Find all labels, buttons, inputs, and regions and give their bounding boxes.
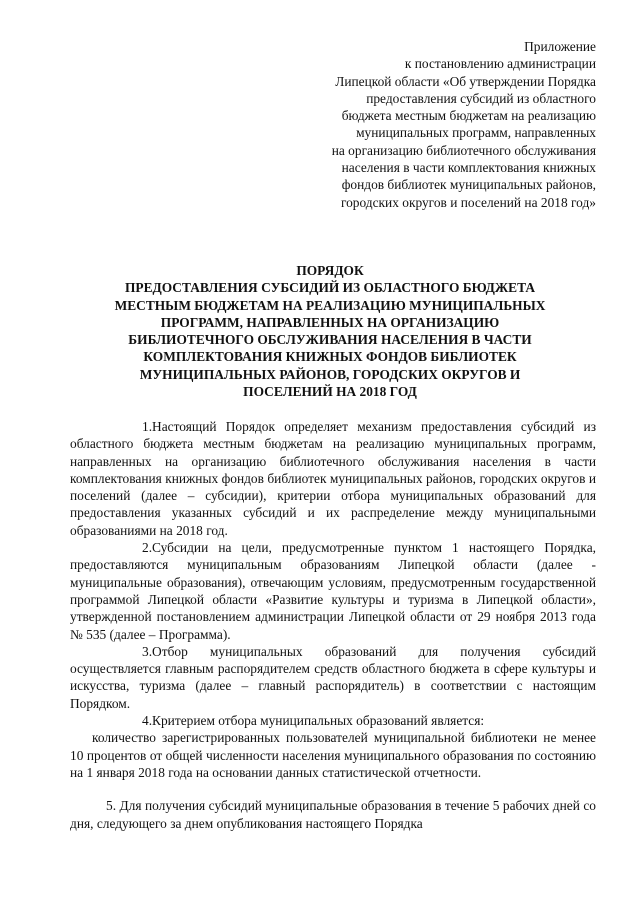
appendix-line: фондов библиотек муниципальных районов, <box>341 177 596 193</box>
heading-line: ПРЕДОСТАВЛЕНИЯ СУБСИДИЙ ИЗ ОБЛАСТНОГО БЮДЖЕТА <box>124 280 536 296</box>
paragraph-text: Критерием отбора муниципальных образований является: <box>152 713 485 729</box>
paragraph-spacer <box>70 781 596 797</box>
document-heading <box>60 262 600 400</box>
heading-title: ПОРЯДОК <box>296 263 364 278</box>
heading-line: МУНИЦИПАЛЬНЫХ РАЙОНОВ, ГОРОДСКИХ ОКРУГОВ И <box>139 366 521 382</box>
heading-line: ПРОГРАММ, НАПРАВЛЕННЫХ НА ОРГАНИЗАЦИЮ <box>160 314 500 330</box>
appendix-line: предоставления субсидий из областного <box>366 90 596 106</box>
criterion-paragraph <box>70 729 596 781</box>
paragraph-2 <box>70 539 596 643</box>
appendix-line: бюджета местным бюджетам на реализацию <box>341 108 596 124</box>
heading-line: МЕСТНЫМ БЮДЖЕТАМ НА РЕАЛИЗАЦИЮ МУНИЦИПАЛЬНЫХ <box>114 297 546 313</box>
paragraph-4 <box>70 712 596 729</box>
heading-line: ПОСЕЛЕНИЙ НА 2018 ГОД <box>243 384 417 400</box>
appendix-line: населения в части комплектования книжных <box>341 160 596 176</box>
paragraph-number: 4. <box>142 713 153 729</box>
appendix-line: к постановлению администрации <box>404 56 596 72</box>
paragraph-1 <box>70 418 596 539</box>
appendix-line: муниципальных программ, направленных <box>356 125 596 141</box>
paragraph-number: 3. <box>142 643 153 659</box>
appendix-line: городских округов и поселений на 2018 год» <box>340 194 596 210</box>
heading-line: КОМПЛЕКТОВАНИЯ КНИЖНЫХ ФОНДОВ БИБЛИОТЕК <box>143 349 517 365</box>
appendix-line: Приложение <box>524 39 596 54</box>
paragraph-text: количество зарегистрированных пользователей муниципальной библиотеки не менее 10 процентов от общей численности населения муниципального образования по состоянию на 1 января 2018 года на основании данных статистической отчетности. <box>70 730 596 780</box>
paragraph-5 <box>70 797 596 832</box>
document-body <box>70 418 596 832</box>
paragraph-text: Настоящий Порядок определяет механизм предоставления субсидий из областного бюджета местным бюджетам на реализацию муниципальных программ, направленных на организацию библиотечного обслуживания населения в части комплектования книжных фондов библиотек муниципальных районов, городских округов и поселений (далее – субсидии), критерии отбора муниципальных образований для предоставления указанных субсидий и их распределение между муниципальными образованиями на 2018 год. <box>70 419 596 538</box>
appendix-line: на организацию библиотечного обслуживания <box>331 142 596 158</box>
paragraph-3 <box>70 643 596 712</box>
appendix-line: Липецкой области «Об утверждении Порядка <box>335 73 596 89</box>
heading-line: БИБЛИОТЕЧНОГО ОБСЛУЖИВАНИЯ НАСЕЛЕНИЯ В ЧАСТИ <box>128 332 532 348</box>
paragraph-text: Субсидии на цели, предусмотренные пунктом 1 настоящего Порядка, предоставляются муниципальным образованиям Липецкой области (далее - муниципальные образования), отвечающим условиям, предусмотренным государственной программой Липецкой области «Развитие культуры и туризма в Липецкой области», утвержденной постановлением администрации Липецкой области от 29 ноября 2013 года № 535 (далее – Программа). <box>70 540 596 642</box>
paragraph-number: 2. <box>142 540 153 556</box>
appendix-note <box>276 38 596 211</box>
paragraph-text: 5. Для получения субсидий муниципальные образования в течение 5 рабочих дней со дня, следующего за днем опубликования настоящего Порядка <box>70 798 596 831</box>
paragraph-text: Отбор муниципальных образований для получения субсидий осуществляется главным распорядителем средств областного бюджета в сфере культуры и искусства, туризма (далее – главный распорядитель) в соответствии с настоящим Порядком. <box>70 643 596 711</box>
paragraph-number: 1. <box>142 419 153 434</box>
